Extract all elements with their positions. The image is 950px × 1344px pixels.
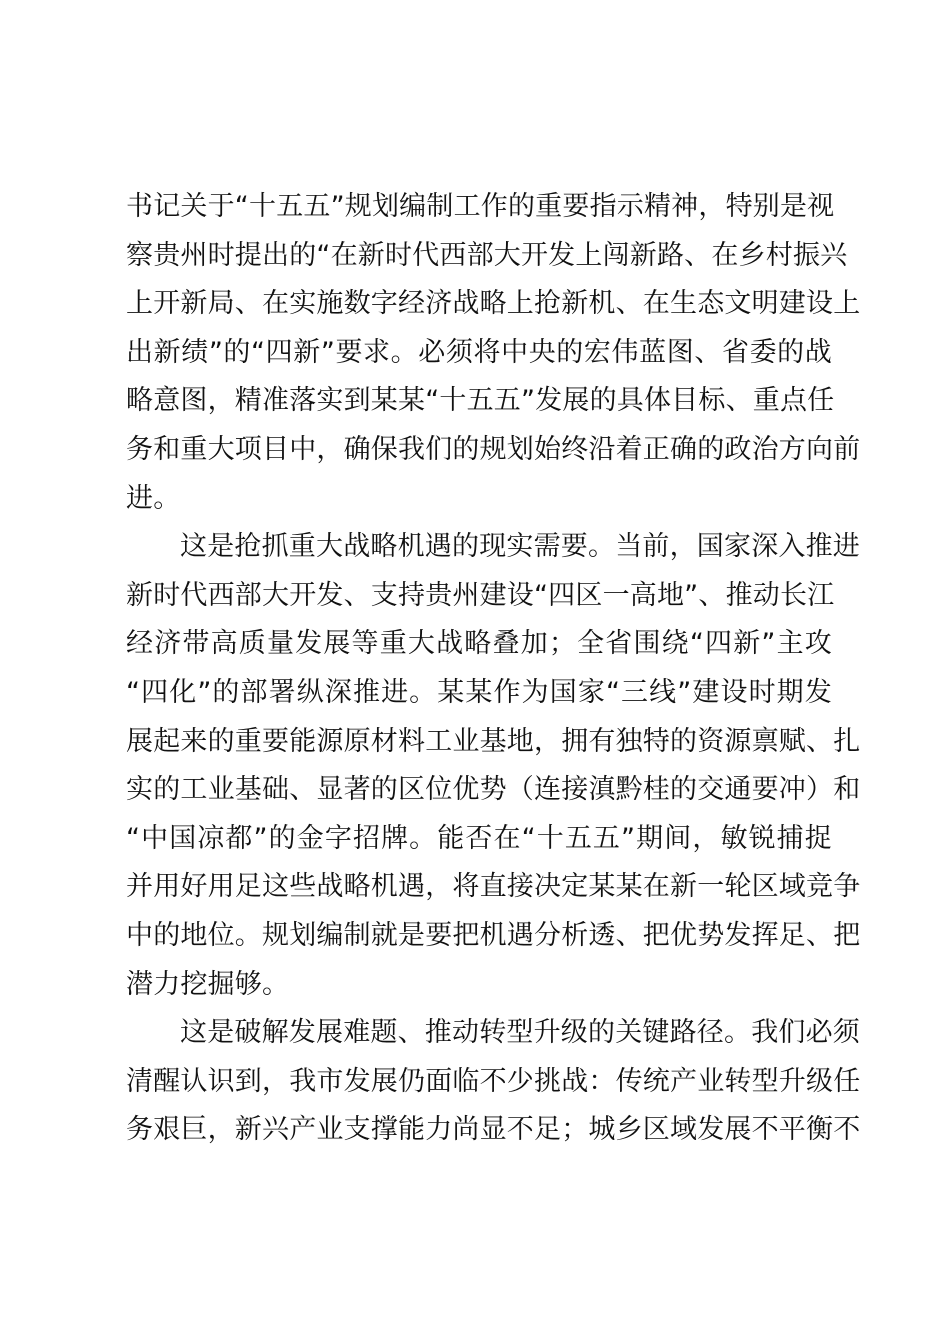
text-line: “四化”的部署纵深推进。某某作为国家“三线”建设时期发 — [126, 676, 832, 708]
text-line: 出新绩”的“四新”要求。必须将中央的宏伟蓝图、省委的战 — [126, 336, 832, 368]
text-line: 上开新局、在实施数字经济战略上抢新机、在生态文明建设上 — [126, 288, 861, 320]
text-line: 展起来的重要能源原材料工业基地，拥有独特的资源禀赋、扎 — [126, 725, 861, 757]
text-line: 经济带高质量发展等重大战略叠加；全省围绕“四新”主攻 — [126, 628, 832, 660]
text-line: 这是抢抓重大战略机遇的现实需要。当前，国家深入推进 — [180, 531, 860, 563]
paragraph-2 — [126, 523, 861, 1009]
text-line: 中的地位。规划编制就是要把机遇分析透、把优势发挥足、把 — [126, 919, 861, 951]
text-line: 清醒认识到，我市发展仍面临不少挑战：传统产业转型升级任 — [126, 1065, 861, 1097]
text-line: 务和重大项目中，确保我们的规划始终沿着正确的政治方向前 — [126, 433, 861, 465]
document-body — [126, 183, 861, 1155]
text-line: 察贵州时提出的“在新时代西部大开发上闯新路、在乡村振兴 — [126, 239, 848, 271]
text-line: 这是破解发展难题、推动转型升级的关键路径。我们必须 — [180, 1017, 860, 1049]
text-line: 务艰巨，新兴产业支撑能力尚显不足；城乡区域发展不平衡不 — [126, 1114, 861, 1146]
text-line: 书记关于“十五五”规划编制工作的重要指示精神，特别是视 — [126, 191, 835, 222]
text-line: 并用好用足这些战略机遇，将直接决定某某在新一轮区域竞争 — [126, 871, 861, 903]
text-line: 新时代西部大开发、支持贵州建设“四区一高地”、推动长江 — [126, 579, 835, 611]
paragraph-3 — [126, 1009, 861, 1155]
text-line: 潜力挖掘够。 — [126, 968, 290, 1000]
text-line: 进。 — [126, 482, 181, 514]
text-line: 实的工业基础、显著的区位优势（连接滇黔桂的交通要冲）和 — [126, 774, 861, 806]
text-line: “中国凉都”的金字招牌。能否在“十五五”期间，敏锐捕捉 — [126, 822, 832, 854]
paragraph-1 — [126, 183, 861, 523]
text-line: 略意图，精准落实到某某“十五五”发展的具体目标、重点任 — [126, 385, 835, 417]
